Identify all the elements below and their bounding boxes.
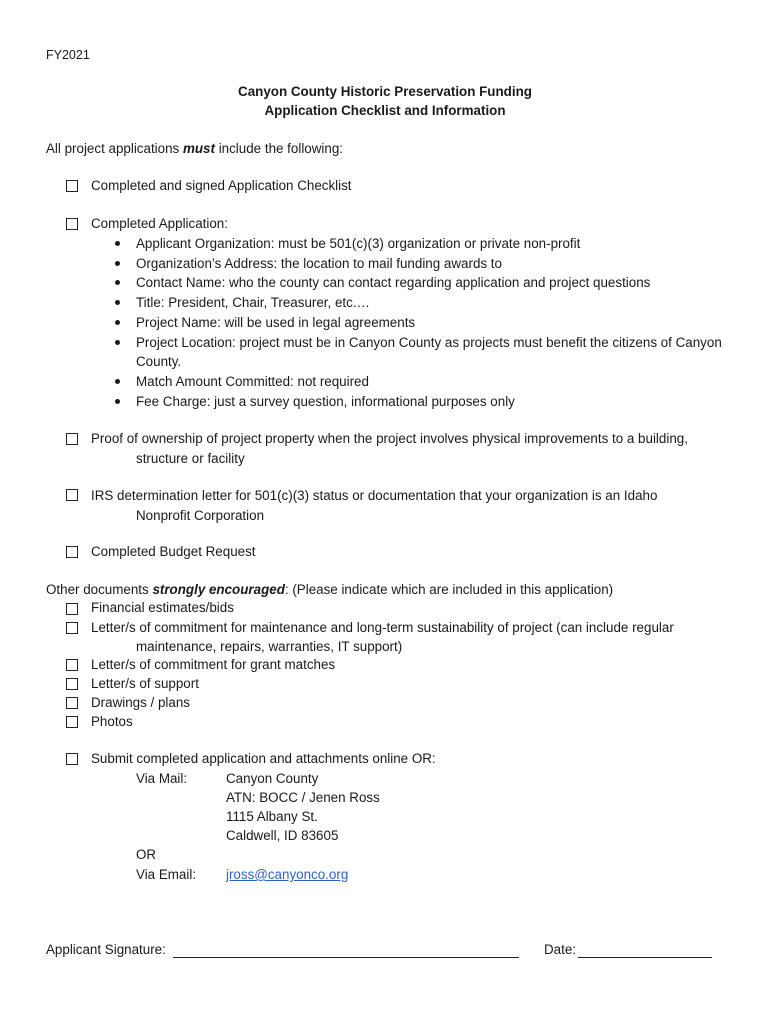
list-item: Fee Charge: just a survey question, informational purposes only xyxy=(112,392,732,412)
item-budget-request: Completed Budget Request xyxy=(91,544,256,559)
strongly-encouraged-emphasis: strongly encouraged xyxy=(152,582,285,597)
list-item: Title: President, Chair, Treasurer, etc.… xyxy=(112,293,732,313)
application-requirements-list xyxy=(112,234,732,411)
mailing-address-line-2: ATN: BOCC / Jenen Ross xyxy=(226,790,380,805)
checkbox-signed-checklist[interactable] xyxy=(66,180,78,192)
mailing-address-line-4: Caldwell, ID 83605 xyxy=(226,828,339,843)
mailing-address-line-1: Canyon County xyxy=(226,771,319,786)
date-label: Date: xyxy=(544,942,577,957)
list-item: Project Name: will be used in legal agreements xyxy=(112,313,732,333)
signature-label: Applicant Signature: xyxy=(46,942,166,957)
via-email-label: Via Email: xyxy=(136,867,197,882)
item-completed-application: Completed Application: xyxy=(91,216,228,231)
or-label: OR xyxy=(136,847,157,862)
item-signed-checklist: Completed and signed Application Checklist xyxy=(91,178,352,193)
list-item: Contact Name: who the county can contact regarding application and project questions xyxy=(112,273,732,293)
via-mail-label: Via Mail: xyxy=(136,771,188,786)
item-commitment-maintenance: Letter/s of commitment for maintenance and long-term sustainability of project (can include regular maintenance, repairs, warranties, IT support) xyxy=(91,620,674,654)
item-financial-estimates: Financial estimates/bids xyxy=(91,600,234,615)
must-emphasis: must xyxy=(182,141,215,156)
checkbox-budget-request[interactable] xyxy=(66,546,78,558)
fiscal-year: FY2021 xyxy=(46,48,90,62)
item-letters-of-support: Letter/s of support xyxy=(91,676,199,691)
checkbox-grant-matches[interactable] xyxy=(66,659,78,671)
list-item: Organization’s Address: the location to mail funding awards to xyxy=(112,254,732,274)
document-title-line-1: Canyon County Historic Preservation Funding xyxy=(238,84,532,99)
checkbox-drawings-plans[interactable] xyxy=(66,697,78,709)
item-irs-letter: IRS determination letter for 501(c)(3) status or documentation that your organization is an Idaho Nonprofit Corporation xyxy=(91,488,658,523)
checkbox-financial-estimates[interactable] xyxy=(66,603,78,615)
item-grant-matches: Letter/s of commitment for grant matches xyxy=(91,657,336,672)
mailing-address-line-3: 1115 Albany St. xyxy=(226,809,318,824)
item-drawings-plans: Drawings / plans xyxy=(91,695,190,710)
list-item: Applicant Organization: must be 501(c)(3) organization or private non-profit xyxy=(112,234,732,254)
item-photos: Photos xyxy=(91,714,133,729)
email-link[interactable]: jross@canyonco.org xyxy=(226,867,349,882)
checkbox-irs-letter[interactable] xyxy=(66,489,78,501)
required-intro: All project applications must include the following: xyxy=(46,141,344,156)
document-title-line-2: Application Checklist and Information xyxy=(264,103,506,118)
date-line[interactable] xyxy=(578,957,712,958)
checkbox-letters-of-support[interactable] xyxy=(66,678,78,690)
signature-line[interactable] xyxy=(173,957,519,958)
item-proof-of-ownership: Proof of ownership of project property when the project involves physical improvements to a building, structure or facility xyxy=(91,431,688,466)
checkbox-photos[interactable] xyxy=(66,716,78,728)
checkbox-commitment-maintenance[interactable] xyxy=(66,622,78,634)
list-item: Match Amount Committed: not required xyxy=(112,372,732,392)
item-submit: Submit completed application and attachments online OR: xyxy=(91,751,436,766)
list-item: Project Location: project must be in Canyon County as projects must benefit the citizens of Canyon County. xyxy=(112,333,732,372)
optional-intro: Other documents strongly encouraged: (Please indicate which are included in this application) xyxy=(46,582,614,597)
checkbox-proof-of-ownership[interactable] xyxy=(66,433,78,445)
checkbox-submit[interactable] xyxy=(66,753,78,765)
checkbox-completed-application[interactable] xyxy=(66,218,78,230)
